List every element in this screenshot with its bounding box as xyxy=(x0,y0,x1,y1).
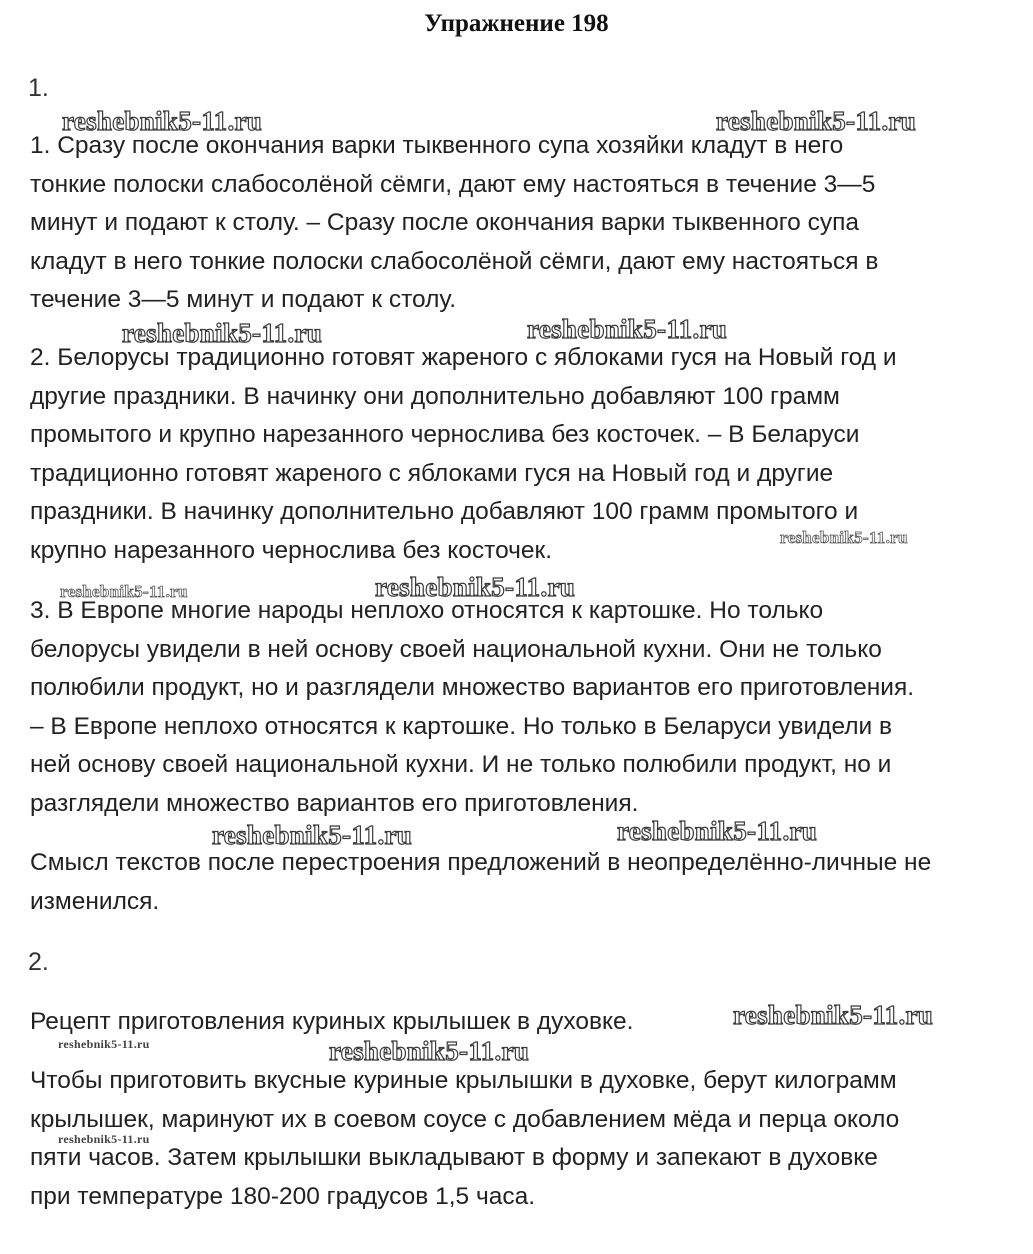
watermark: reshebnik5-11.ru xyxy=(780,528,908,547)
text-line: промытого и крупно нарезанного чернослива без косточек. – В Беларуси xyxy=(30,421,860,449)
text-line: крылышек, маринуют их в соевом соусе с добавлением мёда и перца около xyxy=(30,1105,900,1133)
text-line: крупно нарезанного чернослива без косточек. xyxy=(30,536,553,564)
watermark: reshebnik5-11.ru xyxy=(716,106,917,136)
text-line: Смысл текстов после перестроения предложений в неопределённо-личные не xyxy=(30,849,932,876)
watermark: reshebnik5-11.ru xyxy=(733,1000,934,1030)
watermark: reshebnik5-11.ru xyxy=(122,318,323,348)
recipe-body xyxy=(30,1062,1020,1216)
page-title: Упражнение 198 xyxy=(424,10,609,37)
section-number-1: 1. xyxy=(28,74,49,102)
text-line: течение 3—5 минут и подают к столу. xyxy=(30,286,457,314)
conclusion-paragraph xyxy=(30,844,1020,921)
text-line: праздники. В начинку дополнительно добавляют 100 грамм промытого и xyxy=(30,498,859,526)
section-number-2: 2. xyxy=(28,948,49,976)
watermark: reshebnik5-11.ru xyxy=(329,1036,530,1066)
text-line: 2. Белорусы традиционно готовят жареного с яблоками гуся на Новый год и xyxy=(30,344,897,371)
text-line: тонкие полоски слабосолёной сёмги, дают ему настояться в течение 3—5 xyxy=(30,170,876,198)
text-line: Чтобы приготовить вкусные куриные крылышки в духовке, берут килограмм xyxy=(30,1067,897,1094)
watermark: reshebnik5-11.ru xyxy=(527,314,728,344)
text-line: пяти часов. Затем крылышки выкладывают в форму и запекают в духовке xyxy=(30,1144,878,1172)
text-line: другие праздники. В начинку они дополнительно добавляют 100 грамм xyxy=(30,382,840,410)
paragraph-3 xyxy=(30,592,1020,824)
text-line: – В Европе неплохо относятся к картошке. Но только в Беларуси увидели в xyxy=(30,712,893,740)
text-line: полюбили продукт, но и разглядели множество вариантов его приготовления. xyxy=(30,674,915,702)
text-line: ней основу своей национальной кухни. И не только полюбили продукт, но и xyxy=(30,751,892,779)
text-line: изменился. xyxy=(30,887,160,915)
watermark: reshebnik5-11.ru xyxy=(212,820,413,850)
text-line: 1. Сразу после окончания варки тыквенного супа хозяйки кладут в него xyxy=(30,132,844,159)
text-line: при температуре 180-200 градусов 1,5 часа. xyxy=(30,1182,536,1210)
watermark: reshebnik5-11.ru xyxy=(58,1037,150,1051)
watermark: reshebnik5-11.ru xyxy=(60,582,188,601)
watermark: reshebnik5-11.ru xyxy=(617,816,818,846)
text-line: традиционно готовят жареного с яблоками гуся на Новый год и другие xyxy=(30,459,834,487)
watermark: reshebnik5-11.ru xyxy=(62,106,263,136)
text-line: белорусы увидели в ней основу своей национальной кухни. Они не только xyxy=(30,635,882,663)
watermark: reshebnik5-11.ru xyxy=(375,572,576,602)
text-line: кладут в него тонкие полоски слабосолёной сёмги, дают ему настояться в xyxy=(30,247,879,275)
text-line: разглядели множество вариантов его приготовления. xyxy=(30,789,639,817)
text-line: минут и подают к столу. – Сразу после окончания варки тыквенного супа xyxy=(30,209,859,237)
watermark: reshebnik5-11.ru xyxy=(58,1132,150,1146)
text-line: 3. В Европе многие народы неплохо относятся к картошке. Но только xyxy=(30,597,824,624)
text-line: Рецепт приготовления куриных крылышек в духовке. xyxy=(30,1008,634,1035)
paragraph-1 xyxy=(30,127,1020,320)
